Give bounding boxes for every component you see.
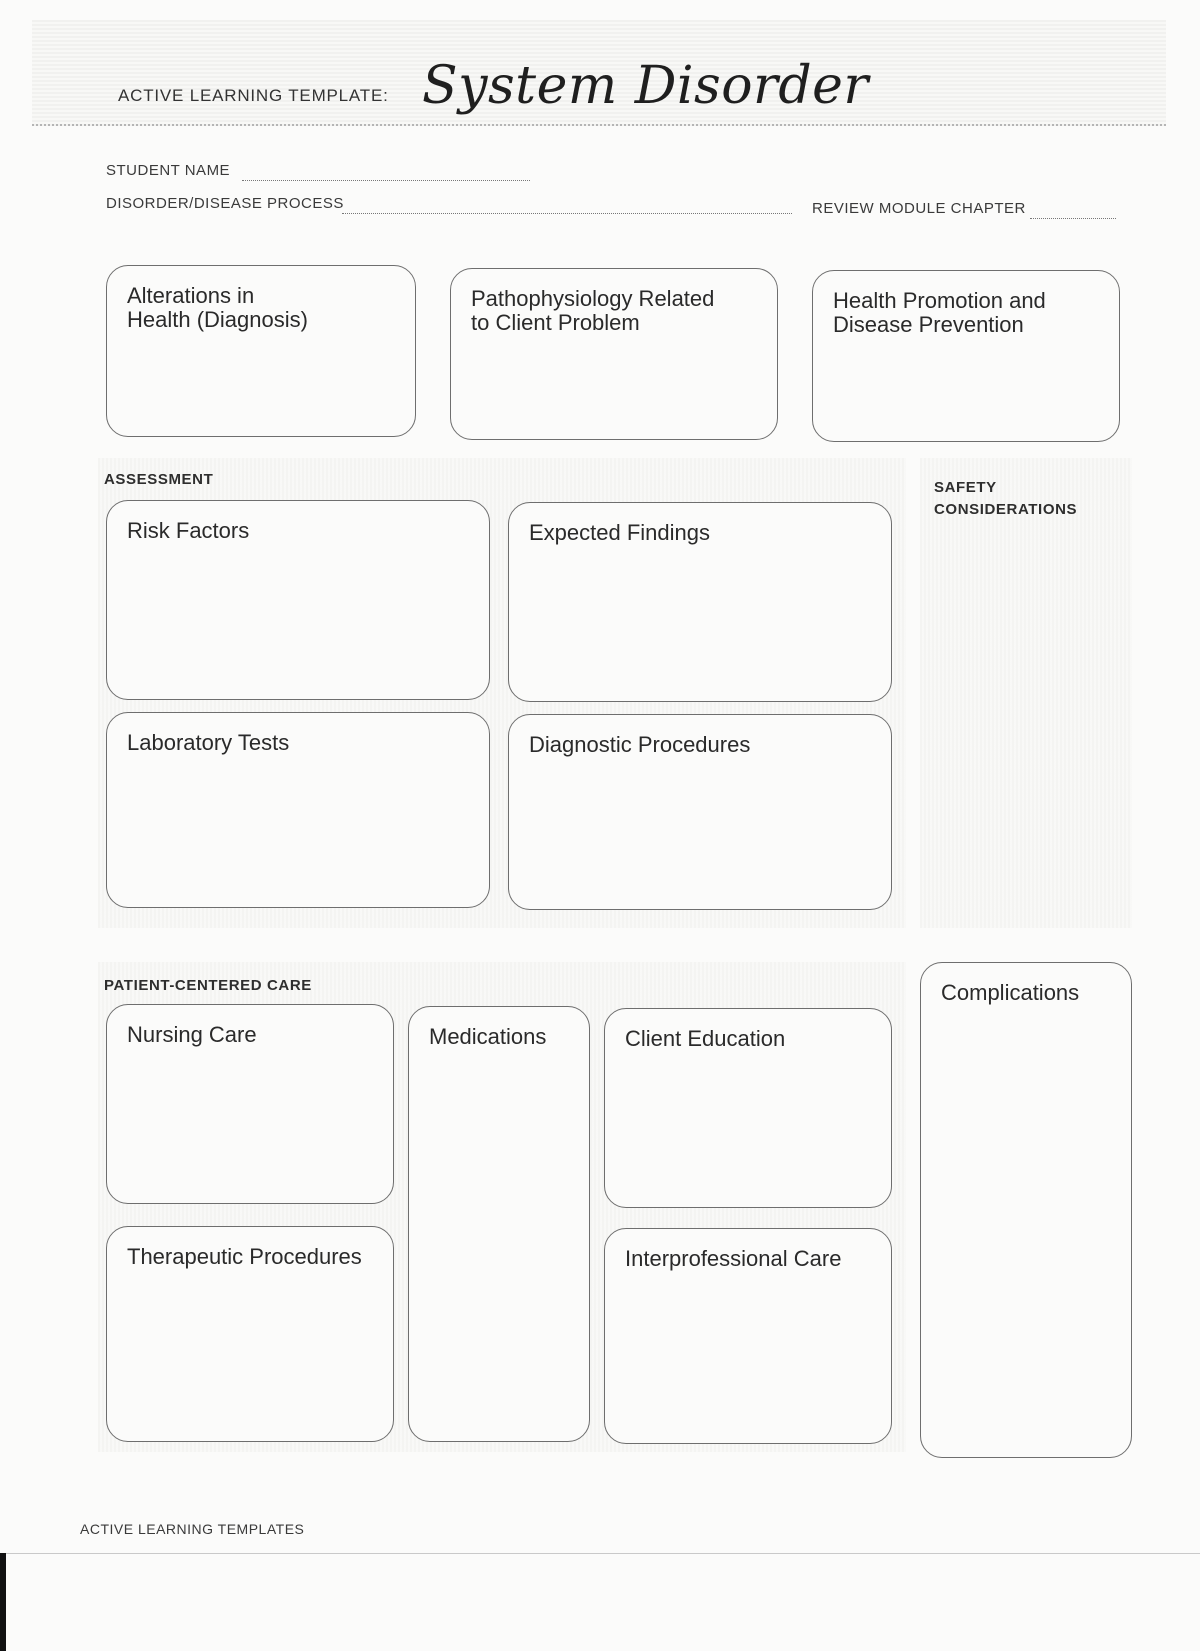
health-promotion-title: Health Promotion and Disease Prevention	[833, 288, 1046, 337]
alterations-title: Alterations in Health (Diagnosis)	[127, 283, 308, 332]
pathophysiology-title: Pathophysiology Related to Client Problem	[471, 286, 715, 335]
laboratory-tests-box[interactable]	[106, 712, 490, 908]
medications-box[interactable]	[408, 1006, 590, 1442]
footer-label: ACTIVE LEARNING TEMPLATES	[80, 1521, 305, 1537]
student-name-label: STUDENT NAME	[106, 162, 231, 179]
expected-findings-title: Expected Findings	[529, 520, 710, 545]
student-name-field[interactable]	[242, 180, 530, 181]
interprofessional-care-title: Interprofessional Care	[625, 1246, 842, 1271]
alterations-box[interactable]	[106, 265, 416, 437]
patient-centered-care-label: PATIENT-CENTERED CARE	[104, 977, 312, 994]
complications-title: Complications	[941, 980, 1080, 1005]
page-edge-rule	[0, 1553, 1200, 1554]
page-title: System Disorder	[422, 56, 869, 116]
disorder-label: DISORDER/DISEASE PROCESS	[106, 195, 344, 212]
client-education-title: Client Education	[625, 1026, 786, 1051]
review-module-label: REVIEW MODULE CHAPTER	[812, 200, 1026, 217]
therapeutic-procedures-box[interactable]	[106, 1226, 394, 1442]
expected-findings-box[interactable]	[508, 502, 892, 702]
interprofessional-care-box[interactable]	[604, 1228, 892, 1444]
assessment-label: ASSESSMENT	[104, 471, 214, 488]
health-promotion-box[interactable]	[812, 270, 1120, 442]
laboratory-tests-title: Laboratory Tests	[127, 730, 290, 755]
client-education-box[interactable]	[604, 1008, 892, 1208]
pathophysiology-box[interactable]	[450, 268, 778, 440]
disorder-field[interactable]	[342, 213, 792, 214]
therapeutic-procedures-title: Therapeutic Procedures	[127, 1244, 362, 1269]
review-module-field[interactable]	[1030, 218, 1116, 219]
complications-box[interactable]	[920, 962, 1132, 1458]
risk-factors-box[interactable]	[106, 500, 490, 700]
safety-shade	[920, 458, 1132, 928]
scan-edge-mark	[0, 1553, 6, 1651]
nursing-care-title: Nursing Care	[127, 1022, 257, 1047]
nursing-care-box[interactable]	[106, 1004, 394, 1204]
medications-title: Medications	[429, 1024, 547, 1049]
diagnostic-procedures-box[interactable]	[508, 714, 892, 910]
template-prefix: ACTIVE LEARNING TEMPLATE:	[118, 86, 389, 105]
diagnostic-procedures-title: Diagnostic Procedures	[529, 732, 751, 757]
safety-considerations-label: SAFETY CONSIDERATIONS	[934, 479, 1078, 518]
risk-factors-title: Risk Factors	[127, 518, 250, 543]
